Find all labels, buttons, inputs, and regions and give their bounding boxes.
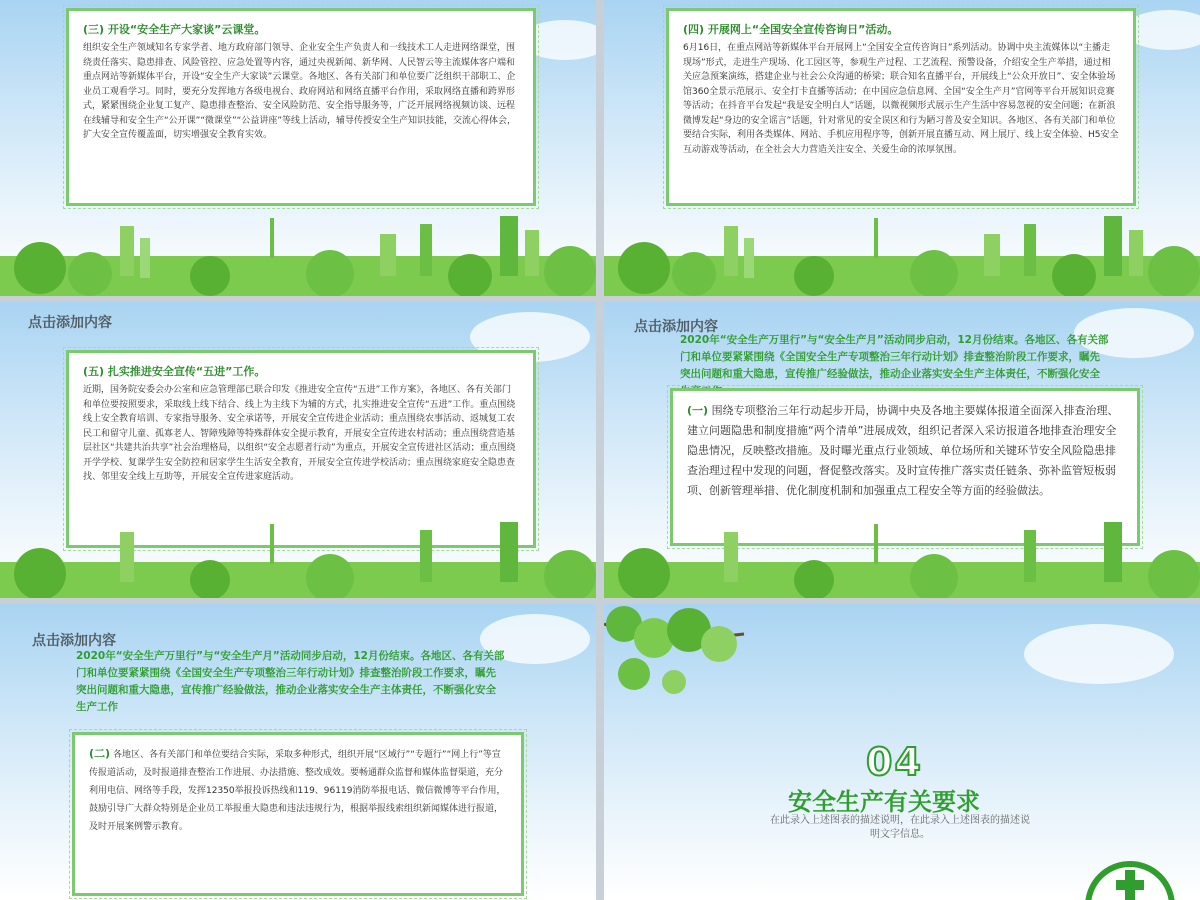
section-body: 6月16日，在重点网站等新媒体平台开展网上“全国安全宣传咨询日”系列活动。协调中央主流媒体以“主播走现场”形式，走进生产现场、化工园区等，参观生产过程、工艺流程、预警设备，介绍安全生产举措，通过相关应急预案演练，搭建企业与社会公众沟通的桥梁；联合知名直播平台，开展线上“公众开放日”、安全体验场馆360全景示范展示、安全打卡直播等活动；在中国应急信息网、全国“安全生产月”官网等平台开展知识竞赛等活动；在抖音平台发起“我是安全明白人”话题，以微视频形式展示生产生活中容易忽视的安全问题；在新浪微博发起“身边的安全谣言”话题，针对常见的安全误区和行为陋习普及安全知识。各地区、各有关部门和单位要结合实际，利用各类媒体、网站、手机应用程序等，创新开展直播互动、网上展厅、线上安全体验、H5安全互动游戏等活动，在全社会大力营造关注安全、关爱生命的浓厚氛围。 [683,43,1119,155]
section-description: 在此录入上述图表的描述说明，在此录入上述图表的描述说明文字信息。 [770,815,1030,840]
section-number: (二) [89,747,111,760]
content-box [666,8,1136,206]
slide-thumbnail-3[interactable] [0,302,596,598]
slide-heading: 点击添加内容 [634,319,718,335]
slide-intro: 2020年“安全生产万里行”与“安全生产月”活动同步启动，12月份结束。各地区、各有关部门和单位要紧紧围绕《全国安全生产专项整治三年行动计划》排查整治阶段工作要求，瞩先突出问题和重大隐患，宣传推广经验做法，推动企业落实安全生产主体责任，不断强化安全 [680,334,1109,380]
slide-thumbnail-2[interactable] [604,0,1200,296]
city-skyline-illustration [0,216,596,296]
section-body: 组织安全生产领域知名专家学者、地方政府部门领导、企业安全生产负责人和一线技术工人走进网络课堂，围绕责任落实、隐患排查、风险管控、应急处置等内容，通过央视新闻、新华网、人民智云等主流媒体客户端和重点网站等新媒体平台，开设“安全生产大家谈”云课堂。各地区、各有关部门和单位要广泛组织干部职工、企业员工观看学习。同时，要充分发挥地方各级电视台、政府网站和网络直播平台作用，采取网络直播和跨界形式，紧紧围绕企业复工复产、隐患排查整治、安全风险防范、安全指导服务等，广泛开展网络视频访谈、远程在线辅导和安全生产“公开课”“微课堂”“公益讲座”等线上活动，辅导传授安全生产知识技能，交流心得体会，扩大安全宣传覆盖面，切实增强安全教育实效。 [83,43,516,140]
slide-thumbnail-1[interactable] [0,0,596,296]
section-number: (一) [687,404,709,417]
city-skyline-illustration [0,518,596,598]
city-skyline-illustration [604,216,1200,296]
slide-heading: 点击添加内容 [28,315,112,331]
section-title: (四) 开展网上“全国安全宣传咨询日”活动。 [683,23,899,36]
section-body: 围绕专项整治三年行动起步开局，协调中央及各地主要媒体报道全面深入排查治理、建立问题隐患和制度措施“两个清单”进展成效，组织记者深入采访报道各地排查治理安全隐患情况，反映整改措施。及时曝光重点行业领域、单位场所和关键环节安全风险隐患排查治理过程中发现的问题，督促整改落实。及时宣传推广落实责任链条、弥补监管短板弱项、创新管理举措、优化制度机制和加强重点工程安全等方面的经验做法。 [687,404,1119,497]
tree-branch-illustration [604,604,754,714]
section-body: 近期，国务院安委会办公室和应急管理部已联合印发《推进安全宣传“五进”工作方案》，各地区、各有关部门和单位要按照要求，采取线上线下结合、线上为主线下为辅的方式，扎实推进安全宣传“五进”工作。重点围绕线上安全教育培训、专家指导服务、安全承诺等，开展安全宣传进企业活动；重点围绕农事活动、返城复工农民工和留守儿童、孤寡老人、智障残障等特殊群体安全提示教育，开展安全宣传进农村活动；重点围绕营造基层社区“共建共治共享”社会治理格局，以组织“安全志愿者行动”为重点，开展安全宣传进社区活动；重点围绕开学学校、复课学生安全防控和居家学生生活安全教育，开展安全宣传进学校活动；重点围绕家庭安全隐患查找、邻里安全线上互助等，开展安全宣传进家庭活动。 [83,385,516,482]
section-title: (五) 扎实推进安全宣传“五进”工作。 [83,365,266,378]
section-title: 安全生产有关要求 [788,788,980,816]
slide-thumbnail-5[interactable] [0,604,596,900]
content-box [72,732,524,896]
cloud-decoration [1024,624,1174,684]
slide-intro: 2020年“安全生产万里行”与“安全生产月”活动同步启动，12月份结束。各地区、各有关部门和单位要紧紧围绕《全国安全生产专项整治三年行动计划》排查整治阶段工作要求，瞩先突出问题和重大隐患，宣传推广经验做法，推动企业落实安全生产主体责任，不断强化安全生产工作 [76,650,505,713]
section-number: 04 [866,740,923,784]
city-skyline-illustration [604,518,1200,598]
slide-thumbnail-4[interactable] [604,302,1200,598]
safety-cross-logo [1080,856,1180,900]
section-body: 各地区、各有关部门和单位要结合实际，采取多种形式，组织开展“区域行”“专题行”“网上行”等宣传报道活动，及时报道排查整治工作进展、办法措施、整改成效。要畅通群众监督和媒体监督渠道，充分利用电信、网络等手段，发挥12350举报投诉热线和119、96119消防举报电话、微信微博等平台作用，鼓励引导广大群众特别是企业员工举报重大隐患和违法违规行为，根据举报线索组织新闻媒体进行报道，及时开展案例警示教育。 [89,750,506,832]
slide-heading: 点击添加内容 [32,633,116,649]
content-box [66,8,536,206]
section-title: (三) 开设“安全生产大家谈”云课堂。 [83,23,266,36]
slide-thumbnail-6[interactable] [604,604,1200,900]
